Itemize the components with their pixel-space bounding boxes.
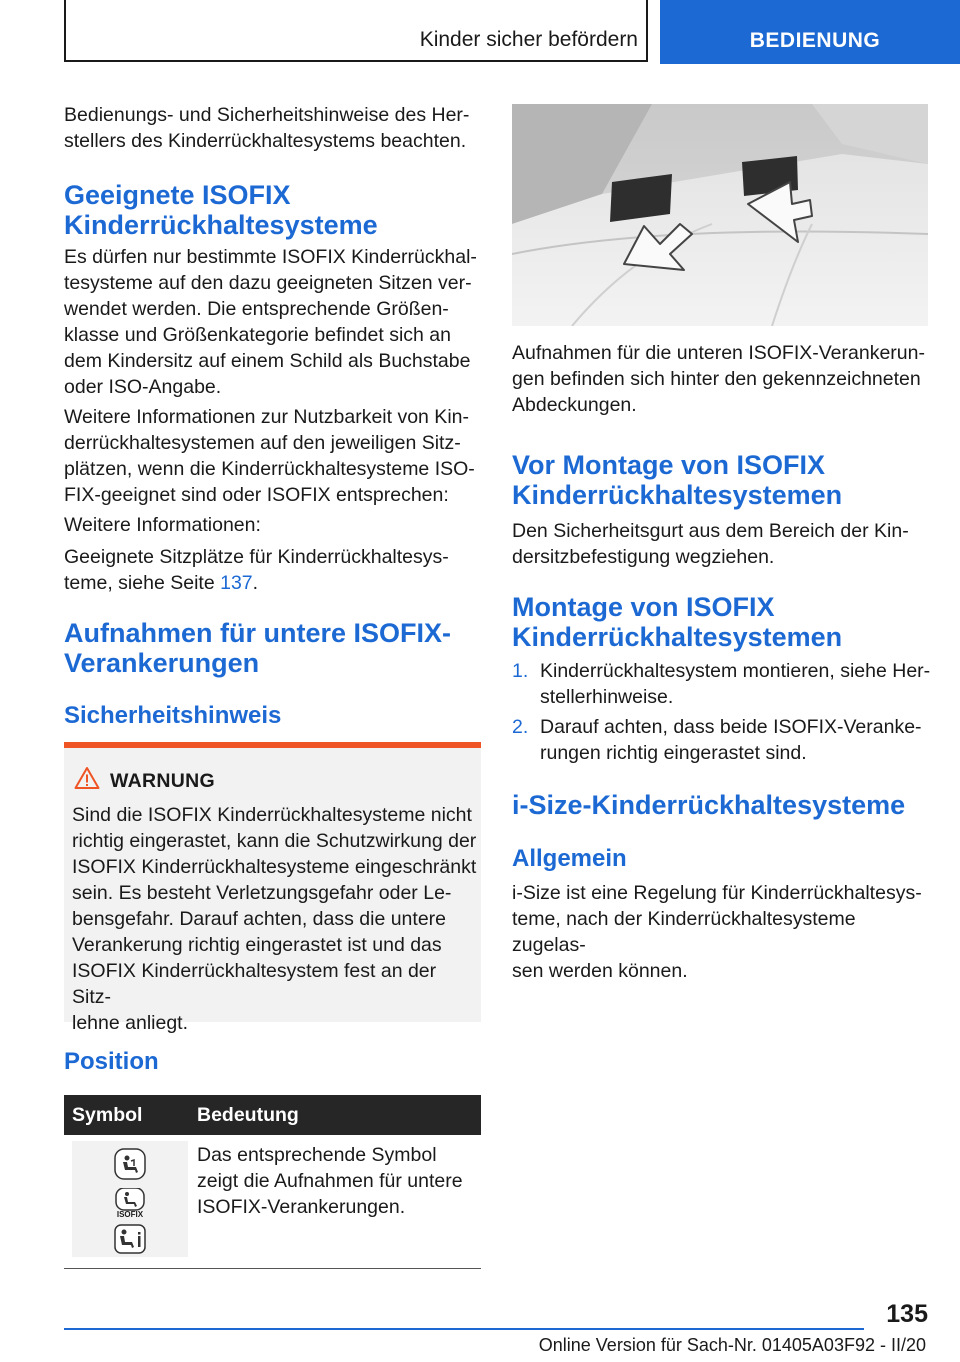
paragraph-geeignet-2 — [64, 404, 484, 508]
header-chapter-title: Kinder sicher befördern — [419, 28, 638, 51]
text-line: tesysteme auf den dazu geeigneten Sitzen ver- — [64, 272, 472, 294]
heading-line: Geeignete ISOFIX — [64, 180, 291, 210]
text-line: Den Sicherheitsgurt aus dem Bereich der Kin- — [512, 520, 909, 542]
heading-sicherheitshinweis: Sicherheitshinweis — [64, 702, 282, 729]
page-number: 135 — [886, 1300, 928, 1328]
header-section-label: BEDIENUNG — [749, 29, 881, 52]
text-line: wendet werden. Die entsprechende Größen- — [64, 298, 449, 320]
footer-online-version: Online Version für Sach-Nr. 01405A03F92 - II/20 — [538, 1335, 926, 1355]
table-header-symbol: Symbol — [72, 1104, 143, 1126]
page-link-137[interactable]: 137 — [220, 572, 253, 594]
isofix-icon-label: ISOFIX — [116, 1210, 144, 1219]
heading-vor-montage — [512, 450, 932, 510]
text-line: FIX-geeignet sind oder ISOFIX entsprechen: — [64, 484, 449, 506]
text-line: Weitere Informationen zur Nutzbarkeit von Kin- — [64, 406, 469, 428]
intro-line: Bedienungs- und Sicherheitshinweise des Her- — [64, 104, 470, 126]
paragraph-sitzplaetze — [64, 544, 484, 596]
heading-line: Verankerungen — [64, 648, 260, 678]
paragraph-geeignet-1 — [64, 244, 484, 400]
text-line: teme, nach der Kinderrückhaltesysteme zugelas- — [512, 908, 856, 956]
text-line: zeigt die Aufnahmen für untere — [197, 1170, 463, 1192]
intro-paragraph — [64, 102, 484, 154]
heading-line: Montage von ISOFIX — [512, 592, 775, 622]
list-item-text — [512, 714, 932, 766]
text-line: gen befinden sich hinter den gekennzeichneten — [512, 368, 921, 390]
text-line: Aufnahmen für die unteren ISOFIX-Verankerun- — [512, 342, 925, 364]
list-number: 1. — [512, 660, 529, 682]
text-line: klasse und Größenkategorie befindet sich an — [64, 324, 451, 346]
photo-caption — [512, 340, 932, 418]
heading-line: Kinderrückhaltesystemen — [512, 622, 843, 652]
text-line: Kinderrückhaltesystem montieren, siehe Her- — [540, 660, 931, 682]
intro-line: stellers des Kinderrückhaltesystems beachten. — [64, 130, 467, 152]
warning-triangle-icon — [74, 766, 102, 792]
text-line: i-Size ist eine Regelung für Kinderrückhaltesys- — [512, 882, 922, 904]
table-header-bedeutung: Bedeutung — [197, 1104, 299, 1126]
table-cell-bedeutung — [197, 1142, 477, 1220]
table-bottom-rule — [64, 1268, 481, 1269]
heading-line: Kinderrückhaltesystemen — [512, 480, 843, 510]
heading-i-size: i-Size-Kinderrückhaltesysteme — [512, 790, 906, 820]
table-header — [64, 1095, 481, 1135]
text-line: oder ISO-Angabe. — [64, 376, 222, 398]
footer-rule — [64, 1328, 864, 1330]
heading-montage — [512, 592, 932, 652]
text-line: derrückhaltesystemen auf den jeweiligen Sitz- — [64, 432, 461, 454]
text-line: plätzen, wenn die Kinderrückhaltesysteme ISO- — [64, 458, 475, 480]
text-line: bensgefahr. Darauf achten, dass die untere — [72, 908, 447, 930]
text-line: ISOFIX Kinderrückhaltesystem fest an der Sitz- — [72, 960, 437, 1008]
text-line: dersitzbefestigung wegziehen. — [512, 546, 775, 568]
text-line: Das entsprechende Symbol — [197, 1144, 437, 1166]
text-line: ISOFIX Kinderrückhaltesysteme eingeschränkt — [72, 856, 477, 878]
isofix-seat-icon — [114, 1188, 146, 1220]
warning-label: WARNUNG — [110, 770, 216, 792]
heading-line: Aufnahmen für untere ISOFIX- — [64, 618, 452, 648]
text-line: Sind die ISOFIX Kinderrückhaltesysteme nicht — [72, 804, 472, 826]
text-line: Geeignete Sitzplätze für Kinderrückhaltesys- — [64, 546, 449, 568]
isofix-anchor-photo — [512, 104, 928, 326]
text-line: rungen richtig eingerastet sind. — [540, 742, 807, 764]
text-line — [64, 570, 484, 596]
paragraph-weitere: Weitere Informationen: — [64, 514, 261, 536]
text-line: richtig eingerastet, kann die Schutzwirkung der — [72, 830, 477, 852]
text-line: stellerhinweise. — [540, 686, 674, 708]
text-span: . — [252, 572, 259, 594]
heading-line: Vor Montage von ISOFIX — [512, 450, 826, 480]
text-line: Es dürfen nur bestimmte ISOFIX Kinderrückhal- — [64, 246, 477, 268]
heading-allgemein: Allgemein — [512, 845, 627, 872]
text-line: lehne anliegt. — [72, 1012, 189, 1034]
text-line: Verankerung richtig eingerastet ist und das — [72, 934, 442, 956]
text-line: ISOFIX-Verankerungen. — [197, 1196, 406, 1218]
text-line: sen werden können. — [512, 960, 688, 982]
heading-position: Position — [64, 1048, 159, 1075]
text-line: sein. Es besteht Verletzungsgefahr oder Le- — [72, 882, 452, 904]
heading-aufnahmen — [64, 618, 484, 678]
seat-info-icon — [114, 1224, 146, 1256]
list-item-text — [512, 658, 932, 710]
heading-geeignete-isofix — [64, 180, 484, 240]
list-number: 2. — [512, 716, 529, 738]
child-seat-icon — [114, 1148, 146, 1180]
text-span: teme, siehe Seite — [64, 572, 221, 594]
text-line: Darauf achten, dass beide ISOFIX-Veranke- — [540, 716, 922, 738]
paragraph-vor-montage — [512, 518, 932, 570]
list-item — [512, 714, 932, 766]
paragraph-allgemein — [512, 880, 932, 984]
heading-line: Kinderrückhaltesysteme — [64, 210, 378, 240]
list-item — [512, 658, 932, 710]
warning-text — [72, 802, 478, 1036]
text-line: Abdeckungen. — [512, 394, 637, 416]
text-line: dem Kindersitz auf einem Schild als Buchstabe — [64, 350, 471, 372]
